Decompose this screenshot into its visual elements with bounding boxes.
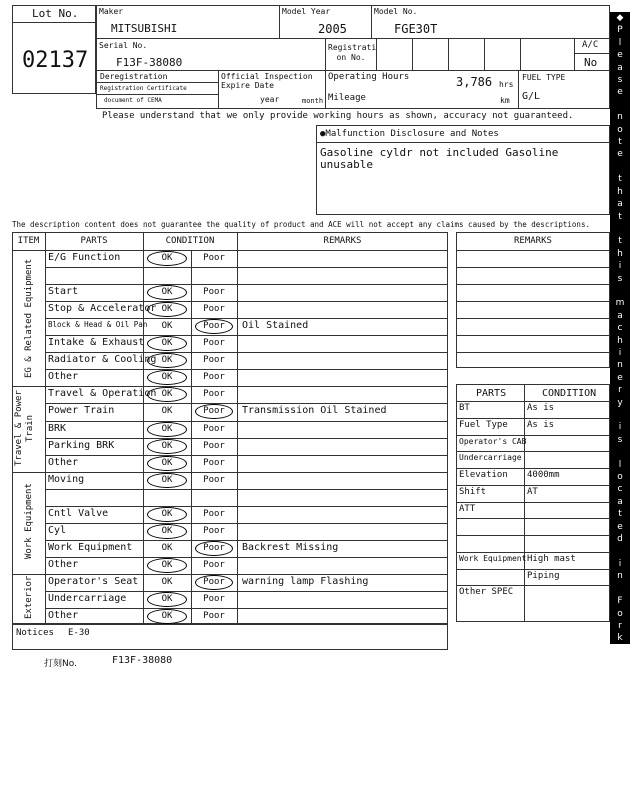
sidebar-char: o [617,472,623,483]
poor-option: Poor [203,389,225,400]
part-name: E/G Function [48,252,121,263]
poor-option: Poor [203,321,225,332]
model-year-label: Model Year [282,7,331,16]
table-row [45,591,448,608]
ok-option: OK [161,338,173,349]
sidebar-char: e [617,50,623,61]
table-row [45,608,448,625]
ok-option: OK [161,406,173,417]
spec-condition: Piping [527,570,560,581]
spec-condition: As is [527,419,555,430]
ok-option: OK [161,611,173,622]
poor-option: Poor [203,576,225,587]
sidebar-char: a [617,720,623,731]
right-remarks-box [456,232,610,368]
sidebar-char: a [617,62,623,73]
right-remarks-row-line [456,301,610,302]
poor-option: Poor [203,525,225,536]
spec-part: ATT [459,503,476,514]
remark-text: Backrest Missing [242,541,339,553]
sidebar-char: l [618,459,622,470]
poor-option: Poor [203,406,225,417]
model-year-value: 2005 [318,22,347,36]
poor-option: Poor [203,440,225,451]
hrs-label: hrs [499,80,514,89]
sidebar-char: s [617,75,623,86]
km-label: km [500,96,510,105]
spec-row [456,569,610,586]
part-name: Travel & Operation [48,388,157,400]
sidebar-char: ◆ [616,794,624,805]
sidebar-char: t [618,137,622,148]
poor-option: Poor [203,474,225,485]
spec-parts-header: PARTS [476,388,507,399]
spec-row [456,518,610,535]
spec-part: Shift [459,486,487,497]
sidebar-char [610,161,630,173]
spec-row [456,401,610,418]
ac-label: A/C [582,40,599,50]
sidebar-char: P [617,707,623,718]
sidebar-char [610,99,630,111]
group-work-label: Work Equipment [24,483,34,560]
selected-condition-oval [147,507,187,522]
ok-option: OK [161,253,173,263]
sidebar-char: l [618,645,622,656]
part-name: Operator's Seat [48,575,139,587]
malfunction-title: ●Malfunction Disclosure and Notes [320,129,499,139]
sidebar-char [610,694,630,706]
table-row [45,438,448,455]
sidebar-char: t [618,211,622,222]
sidebar-char: k [617,744,623,755]
right-remarks-row-line [456,250,610,251]
part-name: Other [48,558,79,570]
sidebar-char: e [617,149,623,160]
sidebar-char: F [617,596,623,607]
serial-value: F13F-38080 [116,56,183,69]
spec-row [456,485,610,502]
header-parts: PARTS [80,236,108,246]
sidebar-char: c [617,484,623,495]
spec-row [456,502,610,519]
notices-label: Notices [16,628,54,638]
selected-condition-oval [195,575,233,590]
right-remarks-row-line [456,284,610,285]
spec-part: Work Equipment [459,553,527,563]
sidebar-char: h [617,248,623,259]
poor-option: Poor [203,559,225,570]
poor-option: Poor [203,287,225,298]
sidebar-char: a [617,496,623,507]
selected-condition-oval [147,456,187,471]
sidebar-char [610,583,630,595]
sidebar-char: i [618,422,622,433]
ok-option: OK [161,355,173,366]
location-sidebar [610,12,630,805]
ok-option: OK [161,389,173,400]
table-row [45,574,448,591]
sidebar-char: d [617,534,623,545]
table-row [45,540,448,557]
ok-option: OK [161,372,173,383]
table-row [45,250,448,267]
poor-option: Poor [203,372,225,383]
part-name: Other [48,371,79,383]
header-remarks: REMARKS [323,236,362,246]
table-row [45,386,448,403]
selected-condition-oval [147,592,187,607]
sidebar-char: y [617,397,623,408]
header-condition: CONDITION [165,236,215,246]
sidebar-char: i [618,261,622,272]
spec-condition: As is [527,403,555,413]
spec-part: Elevation [459,470,508,480]
selected-condition-oval [147,387,187,402]
sidebar-char: t [618,682,622,693]
selected-condition-oval [195,541,233,556]
ok-option: OK [161,594,173,604]
spec-part: Fuel Type [459,419,508,430]
sidebar-char: k [617,633,623,644]
spec-row [456,435,610,452]
sidebar-char: i [618,347,622,358]
inspection-label: Official Inspection Expire Date [221,72,313,90]
sidebar-char: t [618,236,622,247]
sidebar-char: o [617,608,623,619]
sidebar-char: e [617,521,623,532]
table-row [45,421,448,438]
sidebar-char: h [617,186,623,197]
part-name: Cntl Valve [48,507,109,519]
sidebar-char: t [618,174,622,185]
sidebar-char: n [617,112,623,123]
ok-option: OK [161,542,173,553]
serial-label: Serial No. [99,41,148,50]
spec-part: BT [459,403,470,413]
spec-part: Operator's CAB [459,436,527,446]
right-remarks-header: REMARKS [514,236,552,246]
remark-text: Transmission Oil Stained [242,405,387,417]
sidebar-char: i [618,558,622,569]
ac-value: No [584,56,598,69]
selected-condition-oval [195,319,233,334]
disclaimer-text: The description content does not guarantee the quality of product and ACE will not accept any claims caused by the descriptions. [12,220,590,229]
sidebar-char: m [615,298,625,309]
stamp-value: F13F-38080 [112,655,173,666]
sidebar-char: e [617,87,623,98]
table-row [45,455,448,472]
table-row [45,557,448,574]
sidebar-char: r [618,732,622,743]
spec-condition-header: CONDITION [542,388,597,399]
ok-option: OK [161,457,173,468]
working-hours-notice: Please understand that we only provide working hours as shown, accuracy not guaranteed. [102,111,574,121]
table-row [45,301,448,318]
table-row [45,403,448,420]
poor-option: Poor [203,457,225,468]
sidebar-char: i [618,658,622,669]
part-name: Intake & Exhaust [48,337,145,349]
sidebar-char: a [617,199,623,210]
sidebar-char [610,285,630,297]
table-row [45,352,448,369]
selected-condition-oval [147,439,187,454]
spec-part: Other SPEC [459,587,514,598]
sidebar-char: i [618,757,622,768]
sidebar-char: n [617,571,623,582]
group-exterior-label: Exterior [24,575,34,620]
selected-condition-oval [147,336,187,351]
spec-condition: High mast [527,553,576,564]
spec-row [456,451,610,468]
mileage-label: Mileage [328,93,366,103]
sidebar-char: r [618,385,622,396]
part-name: Other [48,456,79,468]
part-name: Cyl [48,524,67,536]
sidebar-char [610,545,630,557]
model-no-value: FGE30T [394,22,438,36]
model-no-label: Model No. [374,7,418,16]
selected-condition-oval [147,370,187,385]
part-name: Power Train [48,405,115,417]
ok-option: OK [161,474,173,485]
sidebar-char [610,446,630,458]
spec-row [456,535,610,552]
ok-option: OK [161,508,173,519]
part-name: Start [48,286,79,298]
ok-option: OK [161,576,173,587]
selected-condition-oval [147,285,187,300]
spec-row [456,418,610,435]
part-name: Moving [48,473,85,485]
header-item: ITEM [17,236,40,246]
lot-number: 02137 [22,48,89,73]
sidebar-char: P [617,25,623,36]
sidebar-char: l [618,37,622,48]
maker-value: MITSUBISHI [111,22,178,35]
sidebar-char [610,409,630,421]
selected-condition-oval [147,609,187,624]
spec-part: Undercarriage [459,453,522,463]
spec-condition: 4000mm [527,470,560,480]
sidebar-char: h [617,335,623,346]
operating-hours-label: Operating Hours [328,72,410,82]
group-eg-label: EG & Related Equipment [24,258,34,378]
selected-condition-oval [195,404,233,419]
part-name: Parking BRK [48,439,115,451]
spec-condition: AT [527,486,538,497]
right-remarks-row-line [456,267,610,268]
table-row [45,318,448,335]
sidebar-char: a [617,310,623,321]
maker-label: Maker [99,7,124,16]
fuel-type-value: G/L [522,91,541,102]
table-row [45,506,448,523]
fuel-type-label: FUEL TYPE [522,73,566,82]
poor-option: Poor [203,355,225,366]
table-row [45,523,448,540]
ok-option: OK [161,525,173,536]
selected-condition-oval [147,251,187,266]
table-row [45,472,448,489]
part-name: Other [48,610,79,622]
sidebar-char: e [617,372,623,383]
sidebar-char: n [617,360,623,371]
poor-option: Poor [203,338,225,349]
ok-option: OK [161,423,173,434]
poor-option: Poor [203,253,225,263]
group-travel-label: Travel & Power Train [14,390,35,467]
remark-text: Oil Stained [242,320,309,332]
stamp-label: 打刻No. [44,659,77,669]
registration-cert-label: Registration Certificate [100,85,187,92]
part-name: Radiator & Cooling [48,354,157,366]
table-row [45,369,448,386]
sidebar-char: c [617,323,623,334]
part-name: Undercarriage [48,593,127,604]
selected-condition-oval [147,302,187,317]
sidebar-char: ◆ [616,13,624,23]
part-name: BRK [48,422,67,434]
part-name: Work Equipment [48,541,133,553]
selected-condition-oval [147,422,187,437]
poor-option: Poor [203,423,225,434]
spec-row [456,468,610,485]
cema-label: document of CEMA [104,97,162,104]
part-name: Block & Head & Oil Pan [48,320,148,330]
ok-option: OK [161,304,173,315]
selected-condition-oval [147,353,187,368]
lot-label: Lot No. [32,7,79,20]
sidebar-char: s [617,434,623,445]
part-name: Stop & Accelerator [48,303,157,315]
ok-option: OK [161,559,173,570]
sidebar-char: s [617,273,623,284]
poor-option: Poor [203,508,225,519]
year-label: year [260,95,280,104]
remark-text: warning lamp Flashing [242,575,369,587]
malfunction-text: Gasoline cyldr not included Gasoline unusable [320,146,559,171]
selected-condition-oval [147,524,187,539]
table-row [45,267,448,284]
sidebar-char [610,223,630,235]
registration-label: Registrati on No. [328,43,377,62]
month-label: month [302,97,324,105]
right-remarks-row-line [456,318,610,319]
table-row [45,284,448,301]
sidebar-char: o [617,124,623,135]
operating-hours-value: 3,786 [456,75,493,89]
ok-option: OK [161,321,173,332]
sidebar-char: r [618,620,622,631]
sidebar-char: t [618,509,622,520]
deregistration-label: Deregistration [100,72,168,81]
poor-option: Poor [203,594,225,604]
selected-condition-oval [147,558,187,573]
table-row [45,335,448,352]
right-remarks-row-line [456,335,610,336]
ok-option: OK [161,287,173,298]
sidebar-char: n [617,769,623,780]
selected-condition-oval [147,473,187,488]
spec-row [456,552,610,569]
table-row [45,489,448,506]
sidebar-char: g [617,782,623,793]
sidebar-char: f [618,670,622,681]
spec-row [456,585,610,602]
ok-option: OK [161,440,173,451]
poor-option: Poor [203,304,225,315]
poor-option: Poor [203,611,225,622]
poor-option: Poor [203,542,225,553]
right-remarks-row-line [456,352,610,353]
notices-value: E-30 [68,628,90,638]
